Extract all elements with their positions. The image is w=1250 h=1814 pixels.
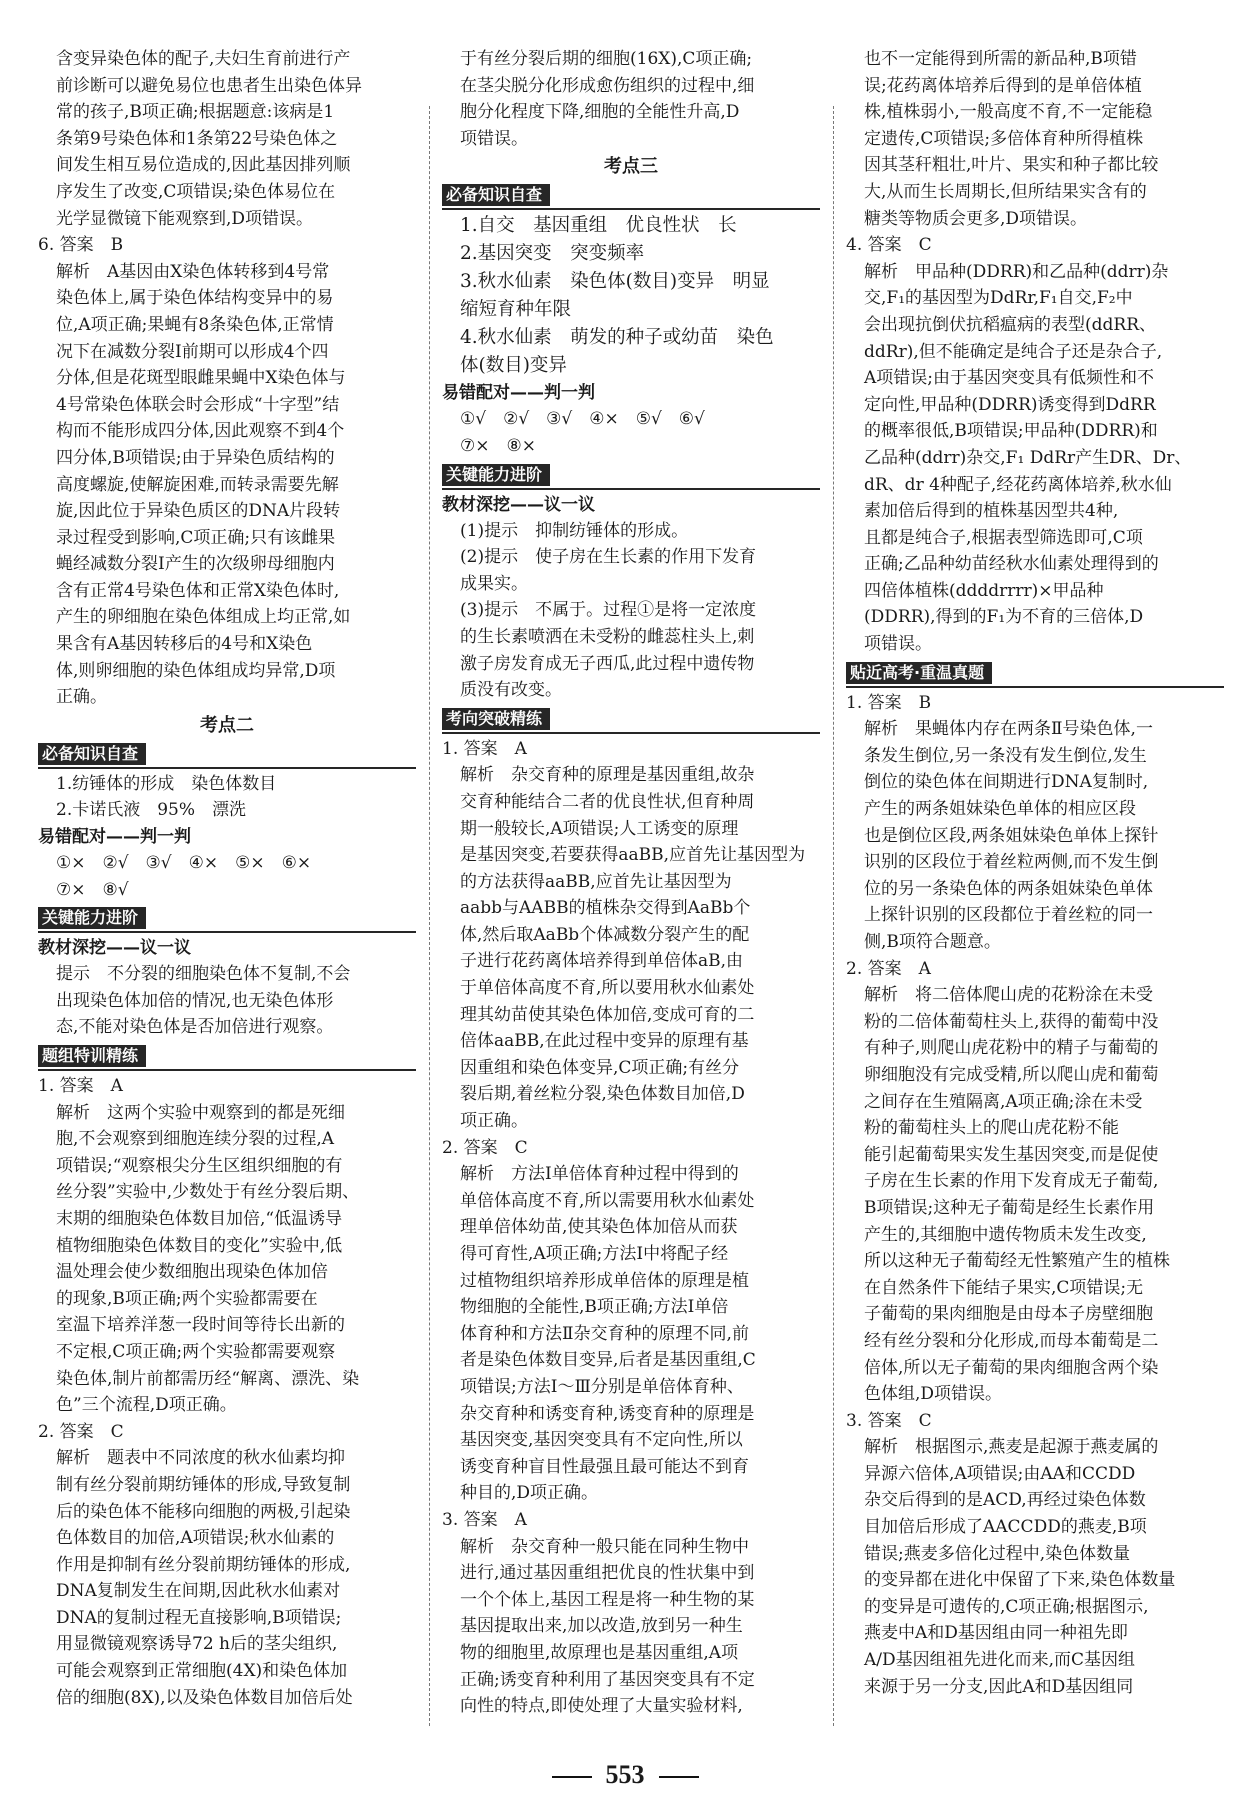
text-line: 录过程受到影响,C项正确;只有该雌果 [56, 527, 336, 548]
text-line: 光学显微镜下能观察到,D项错误。 [56, 208, 314, 229]
text-line: 末期的细胞染色体数目加倍,“低温诱导 [56, 1208, 343, 1229]
subsection-heading: 教材深挖——议一议 [38, 938, 191, 959]
text-line: 2.卡诺氏液 95% 漂洗 [56, 800, 247, 821]
text-line: 解析 根据图示,燕麦是起源于燕麦属的 [864, 1437, 1159, 1458]
text-line: 种目的,D项正确。 [460, 1483, 599, 1504]
section-banner-label: 考向突破精练 [442, 708, 550, 730]
text-line: 项错误;方法Ⅰ～Ⅲ分别是单倍体育种、 [460, 1376, 744, 1397]
column-divider [429, 106, 430, 1726]
text-line: 定遗传,C项错误;多倍体育种所得植株 [864, 128, 1144, 149]
text-line: 的变异是可遗传的,C项正确;根据图示, [864, 1596, 1149, 1617]
text-line: 1.自交 基因重组 优良性状 长 [460, 215, 737, 237]
text-line: 理单倍体幼苗,使其染色体加倍从而获 [460, 1217, 738, 1238]
text-line: ①× ②√ ③√ ④× ⑤× ⑥× [56, 853, 312, 874]
text-line: 态,不能对染色体是否加倍进行观察。 [56, 1017, 334, 1038]
text-line: 子进行花药离体培养得到单倍体aB,由 [460, 951, 744, 972]
section-banner [38, 741, 416, 769]
text-line: 染色体上,属于染色体结构变异中的易 [56, 288, 334, 309]
text-line: 位,A项正确;果蝇有8条染色体,正常情 [56, 314, 334, 335]
text-line: 项错误;“观察根尖分生区组织细胞的有 [56, 1155, 343, 1176]
column-divider [833, 106, 834, 1726]
text-line: 后的染色体不能移向细胞的两极,引起染 [56, 1501, 351, 1522]
text-line: 色体数目的加倍,A项错误;秋水仙素的 [56, 1528, 335, 1549]
section-heading: 考点三 [604, 156, 658, 178]
column-3 [846, 46, 1224, 1736]
text-line: 倍体aaBB,在此过程中变异的原理有基 [460, 1031, 749, 1052]
text-line: 高度螺旋,使解旋困难,而转录需要先解 [56, 474, 339, 495]
text-line: 目加倍后形成了AACCDD的燕麦,B项 [864, 1517, 1147, 1538]
text-line: 单倍体高度不育,所以需要用秋水仙素处 [460, 1190, 755, 1211]
text-line: 植物细胞染色体数目的变化”实验中,低 [56, 1235, 343, 1256]
subsection-heading: 教材深挖——议一议 [442, 494, 595, 515]
text-line: 所以这种无子葡萄经无性繁殖产生的植株 [864, 1251, 1170, 1272]
section-banner-label: 必备知识自查 [38, 743, 146, 765]
text-line: 糖类等物质会更多,D项错误。 [864, 208, 1088, 229]
text-line: 正确;乙品种幼苗经秋水仙素处理得到的 [864, 554, 1159, 575]
text-line: 的生长素喷洒在未受粉的雌蕊柱头上,刺 [460, 626, 755, 647]
text-line: 在茎尖脱分化形成愈伤组织的过程中,细 [460, 75, 755, 96]
text-line: 异源六倍体,A项错误;由AA和CCDD [864, 1463, 1136, 1484]
text-line: 的方法获得aaBB,应首先让基因型为 [460, 871, 732, 892]
answer-line: 1. 答案 B [846, 692, 932, 713]
answer-line: 2. 答案 C [38, 1421, 124, 1442]
text-line: 四分体,B项错误;由于异染色质结构的 [56, 447, 335, 468]
text-line: 杂交后得到的是ACD,再经过染色体数 [864, 1490, 1146, 1511]
text-line: 不定根,C项正确;两个实验都需要观察 [56, 1341, 336, 1362]
text-line: 上探针识别的区段都位于着丝粒的同一 [864, 905, 1153, 926]
section-banner-label: 贴近高考·重温真题 [846, 662, 992, 684]
text-line: 体育种和方法Ⅱ杂交育种的原理不同,前 [460, 1323, 749, 1344]
text-line: DNA的复制过程无直接影响,B项错误; [56, 1607, 342, 1628]
text-line: 室温下培养洋葱一段时间等待长出新的 [56, 1315, 345, 1336]
section-banner-label: 关键能力进阶 [38, 907, 146, 929]
answer-line: 3. 答案 C [846, 1410, 932, 1431]
text-line: 基因突变,基因突变具有不定向性,所以 [460, 1430, 743, 1451]
text-line: 染色体,制片前都需历经“解离、漂洗、染 [56, 1368, 360, 1389]
text-line: aabb与AABB的植株杂交得到AaBb个 [460, 898, 751, 919]
text-line: 解析 果蝇体内存在两条Ⅱ号染色体,一 [864, 719, 1153, 740]
text-line: 1.纺锤体的形成 染色体数目 [56, 773, 277, 794]
text-line: 胞分化程度下降,细胞的全能性升高,D [460, 102, 740, 123]
text-line: 蝇经减数分裂Ⅰ产生的次级卵母细胞内 [56, 554, 335, 575]
text-line: 质没有改变。 [460, 680, 562, 701]
text-line: 前诊断可以避免易位也患者生出染色体异 [56, 75, 362, 96]
text-line: ①√ ②√ ③√ ④× ⑤√ ⑥√ [460, 409, 705, 430]
text-line: 解析 杂交育种一般只能在同种生物中 [460, 1536, 749, 1557]
text-line: 项正确。 [460, 1111, 528, 1132]
text-line: 者是染色体数目变异,后者是基因重组,C [460, 1350, 756, 1371]
answer-line: 3. 答案 A [442, 1509, 527, 1530]
text-line: 会出现抗倒伏抗稻瘟病的表型(ddRR、 [864, 314, 1156, 335]
text-line: 分体,但是花斑型眼雌果蝇中X染色体与 [56, 368, 346, 389]
text-line: 在自然条件下能结子果实,C项错误;无 [864, 1277, 1144, 1298]
text-line: 旋,因此位于异染色质区的DNA片段转 [56, 501, 341, 522]
text-line: 4.秋水仙素 萌发的种子或幼苗 染色 [460, 327, 774, 349]
answer-line: 1. 答案 A [38, 1076, 123, 1096]
text-line: 的变异都在进化中保留了下来,染色体数量 [864, 1570, 1176, 1591]
text-line: 是基因突变,若要获得aaBB,应首先让基因型为 [460, 845, 806, 866]
text-line: 也是倒位区段,两条姐妹染色单体上探针 [864, 825, 1159, 846]
text-line: 提示 不分裂的细胞染色体不复制,不会 [56, 964, 351, 985]
text-line: 物细胞的全能性,B项正确;方法Ⅰ单倍 [460, 1297, 729, 1318]
text-line: 含有正常4号染色体和正常X染色体时, [56, 580, 340, 601]
text-line: 倍的细胞(8X),以及染色体数目加倍后处 [56, 1687, 353, 1708]
section-banner [38, 905, 416, 933]
text-line: 体,然后取AaBb个体减数分裂产生的配 [460, 924, 750, 945]
footer-dash [552, 1776, 592, 1778]
text-line: A/D基因组祖先进化而来,而C基因组 [864, 1650, 1136, 1671]
text-line: 识别的区段位于着丝粒两侧,而不发生倒 [864, 852, 1159, 873]
text-line: 经有丝分裂和分化形成,而母本葡萄是二 [864, 1330, 1159, 1351]
text-line: 基因提取出来,加以改造,放到另一种生 [460, 1616, 743, 1637]
text-line: 大,从而生长周期长,但所结果实含有的 [864, 181, 1147, 202]
text-line: 制有丝分裂前期纺锤体的形成,导致复制 [56, 1474, 351, 1495]
text-line: 正确。 [56, 687, 107, 708]
text-line: 的概率很低,B项错误;甲品种(DDRR)和 [864, 421, 1158, 442]
text-line: 诱变育种盲目性最强且最可能达不到育 [460, 1456, 749, 1477]
text-line: 缩短育种年限 [460, 299, 572, 321]
text-line: 体,则卵细胞的染色体组成均异常,D项 [56, 660, 336, 681]
text-line: (1)提示 抑制纺锤体的形成。 [460, 520, 689, 541]
column-1 [38, 46, 416, 1736]
text-line: 解析 将二倍体爬山虎的花粉涂在未受 [864, 985, 1153, 1006]
section-banner [38, 1043, 416, 1071]
text-line: 解析 A基因由X染色体转移到4号常 [56, 261, 330, 282]
section-banner [442, 462, 820, 490]
page-number-footer [0, 1760, 1250, 1790]
section-banner [846, 660, 1224, 688]
text-line: 产生的,其细胞中遗传物质未发生改变, [864, 1224, 1147, 1245]
text-line: 构而不能形成四分体,因此观察不到4个 [56, 421, 345, 442]
footer-dash [659, 1776, 699, 1778]
text-line: 产生的两条姐妹染色单体的相应区段 [864, 799, 1136, 820]
text-line: 出现染色体加倍的情况,也无染色体形 [56, 990, 334, 1011]
text-line: 理其幼苗使其染色体加倍,变成可育的二 [460, 1004, 755, 1025]
text-line: 常的孩子,B项正确;根据题意:该病是1 [56, 102, 335, 123]
text-line: 因重组和染色体变异,C项正确;有丝分 [460, 1057, 740, 1078]
text-line: 能引起葡萄果实发生基因突变,而是促使 [864, 1144, 1159, 1165]
text-line: 进行,通过基因重组把优良的性状集中到 [460, 1563, 755, 1584]
text-line: 错误;燕麦多倍化过程中,染色体数量 [864, 1543, 1131, 1564]
text-line: 卵细胞没有完成受精,所以爬山虎和葡萄 [864, 1064, 1159, 1085]
text-line: 株,植株弱小,一般高度不育,不一定能稳 [864, 102, 1153, 123]
text-line: 色”三个流程,D项正确。 [56, 1395, 237, 1416]
text-line: 子房在生长素的作用下发育成无子葡萄, [864, 1171, 1159, 1192]
section-heading: 考点二 [200, 714, 254, 736]
answer-line: 2. 答案 C [442, 1137, 528, 1158]
text-line: 的现象,B项正确;两个实验都需要在 [56, 1288, 318, 1309]
text-line: 素加倍后得到的植株基因型共4种, [864, 501, 1119, 522]
text-line: 项错误。 [460, 128, 528, 149]
text-line: 燕麦中A和D基因组由同一种祖先即 [864, 1623, 1128, 1644]
text-line: (2)提示 使子房在生长素的作用下发育 [460, 547, 757, 568]
text-line: 倒位的染色体在间期进行DNA复制时, [864, 772, 1149, 793]
text-line: 条发生倒位,另一条没有发生倒位,发生 [864, 745, 1147, 766]
text-line: 之间存在生殖隔离,A项正确;涂在未受 [864, 1091, 1143, 1112]
answer-line: 4. 答案 C [846, 235, 932, 256]
text-line: 用显微镜观察诱导72 h后的茎尖组织, [56, 1634, 338, 1655]
section-banner-label: 题组特训精练 [38, 1045, 146, 1067]
text-line: 项错误。 [864, 634, 932, 655]
text-line: 解析 方法Ⅰ单倍体育种过程中得到的 [460, 1164, 739, 1185]
text-line: 体(数目)变异 [460, 355, 567, 377]
text-line: 倍体,所以无子葡萄的果肉细胞含两个染 [864, 1357, 1159, 1378]
section-banner-label: 必备知识自查 [442, 184, 550, 206]
text-line: 交育种能结合二者的优良性状,但育种周 [460, 791, 755, 812]
text-line: 果含有A基因转移后的4号和X染色 [56, 634, 313, 655]
text-line: 粉的二倍体葡萄柱头上,获得的葡萄中没 [864, 1011, 1159, 1032]
section-banner [442, 706, 820, 734]
text-line: (3)提示 不属于。过程①是将一定浓度 [460, 600, 757, 621]
text-line: 间发生相互易位造成的,因此基因排列顺 [56, 155, 351, 176]
text-line: 2.基因突变 突变频率 [460, 243, 645, 265]
text-line: A项错误;由于基因突变具有低频性和不 [864, 368, 1155, 389]
text-line: 色体组,D项错误。 [864, 1384, 1003, 1405]
section-banner-label: 关键能力进阶 [442, 464, 550, 486]
text-line: 于有丝分裂后期的细胞(16X),C项正确; [460, 49, 753, 69]
text-line: 作用是抑制有丝分裂前期纺锤体的形成, [56, 1554, 351, 1575]
text-line: 温处理会使少数细胞出现染色体加倍 [56, 1262, 328, 1283]
text-line: 因其茎秆粗壮,叶片、果实和种子都比较 [864, 155, 1159, 176]
text-line: 3.秋水仙素 染色体(数目)变异 明显 [460, 271, 770, 293]
text-line: 得可育性,A项正确;方法Ⅰ中将配子经 [460, 1244, 729, 1264]
text-line: 于单倍体高度不育,所以要用秋水仙素处 [460, 978, 755, 999]
text-line: 成果实。 [460, 573, 528, 594]
text-line: 胞,不会观察到细胞连续分裂的过程,A [56, 1129, 335, 1150]
text-line: 裂后期,着丝粒分裂,染色体数目加倍,D [460, 1084, 745, 1105]
text-line: 条第9号染色体和1条第22号染色体之 [56, 128, 338, 149]
section-banner [442, 182, 820, 210]
text-line: ddRr),但不能确定是纯合子还是杂合子, [864, 341, 1163, 362]
text-line: 侧,B项符合题意。 [864, 932, 1001, 952]
text-line: 含变异染色体的配子,夫妇生育前进行产 [56, 49, 351, 69]
text-line: 产生的卵细胞在染色体组成上均正常,如 [56, 607, 351, 628]
text-line: 向性的特点,即使处理了大量实验材料, [460, 1696, 743, 1717]
text-line: 激子房发育成无子西瓜,此过程中遗传物 [460, 653, 755, 674]
text-line: 来源于另一分支,因此A和D基因组同 [864, 1676, 1134, 1697]
answer-line: 1. 答案 A [442, 738, 527, 759]
text-line: 乙品种(ddrr)杂交,F₁ DdRr产生DR、Dr、 [864, 447, 1192, 468]
text-line: 期一般较长,A项错误;人工诱变的原理 [460, 818, 739, 839]
text-line: 误;花药离体培养后得到的是单倍体植 [864, 75, 1142, 96]
subsection-heading: 易错配对——判一判 [38, 827, 191, 848]
text-line: 物的细胞里,故原理也是基因重组,A项 [460, 1642, 739, 1663]
text-line: 解析 题表中不同浓度的秋水仙素均抑 [56, 1448, 345, 1469]
page [38, 46, 1216, 1736]
text-line: 四倍体植株(ddddrrrr)×甲品种 [864, 580, 1104, 601]
text-line: 序发生了改变,C项错误;染色体易位在 [56, 181, 336, 202]
text-line: 正确;诱变育种利用了基因突变具有不定 [460, 1669, 755, 1690]
text-line: 一个个体上,基因工程是将一种生物的某 [460, 1589, 755, 1610]
column-2 [442, 46, 820, 1736]
text-line: ⑦× ⑧× [460, 435, 536, 456]
text-line: 4号常染色体联会时会形成“十字型”结 [56, 394, 340, 415]
text-line: DNA复制发生在间期,因此秋水仙素对 [56, 1581, 341, 1602]
answer-line: 6. 答案 B [38, 235, 124, 256]
text-line: 况下在减数分裂Ⅰ前期可以形成4个四 [56, 341, 329, 362]
text-line: 且都是纯合子,根据表型筛选即可,C项 [864, 527, 1143, 548]
text-line: 定向性,甲品种(DDRR)诱变得到DdRR [864, 394, 1156, 415]
text-line: dR、dr 4种配子,经花药离体培养,秋水仙 [864, 474, 1172, 495]
text-line: 可能会观察到正常细胞(4X)和染色体加 [56, 1661, 348, 1682]
text-line: 位的另一条染色体的两条姐妹染色单体 [864, 878, 1153, 899]
text-line: 过植物组织培养形成单倍体的原理是植 [460, 1270, 749, 1291]
text-line: 也不一定能得到所需的新品种,B项错 [864, 49, 1137, 69]
text-line: 粉的葡萄柱头上的爬山虎花粉不能 [864, 1118, 1119, 1139]
text-line: ⑦× ⑧√ [56, 879, 129, 900]
text-line: 有种子,则爬山虎花粉中的精子与葡萄的 [864, 1038, 1159, 1059]
text-line: 交,F₁的基因型为DdRr,F₁自交,F₂中 [864, 288, 1133, 309]
text-line: 解析 甲品种(DDRR)和乙品种(ddrr)杂 [864, 261, 1169, 282]
text-line: 解析 这两个实验中观察到的都是死细 [56, 1102, 345, 1123]
text-line: (DDRR),得到的F₁为不育的三倍体,D [864, 607, 1144, 628]
page-number: 553 [605, 1760, 645, 1789]
text-line: 子葡萄的果肉细胞是由母本子房壁细胞 [864, 1304, 1153, 1325]
text-line: 解析 杂交育种的原理是基因重组,故杂 [460, 765, 755, 786]
subsection-heading: 易错配对——判一判 [442, 383, 595, 404]
text-line: B项错误;这种无子葡萄是经生长素作用 [864, 1197, 1155, 1218]
text-line: 杂交育种和诱变育种,诱变育种的原理是 [460, 1403, 755, 1424]
answer-line: 2. 答案 A [846, 958, 931, 979]
text-line: 丝分裂”实验中,少数处于有丝分裂后期、 [56, 1182, 360, 1203]
